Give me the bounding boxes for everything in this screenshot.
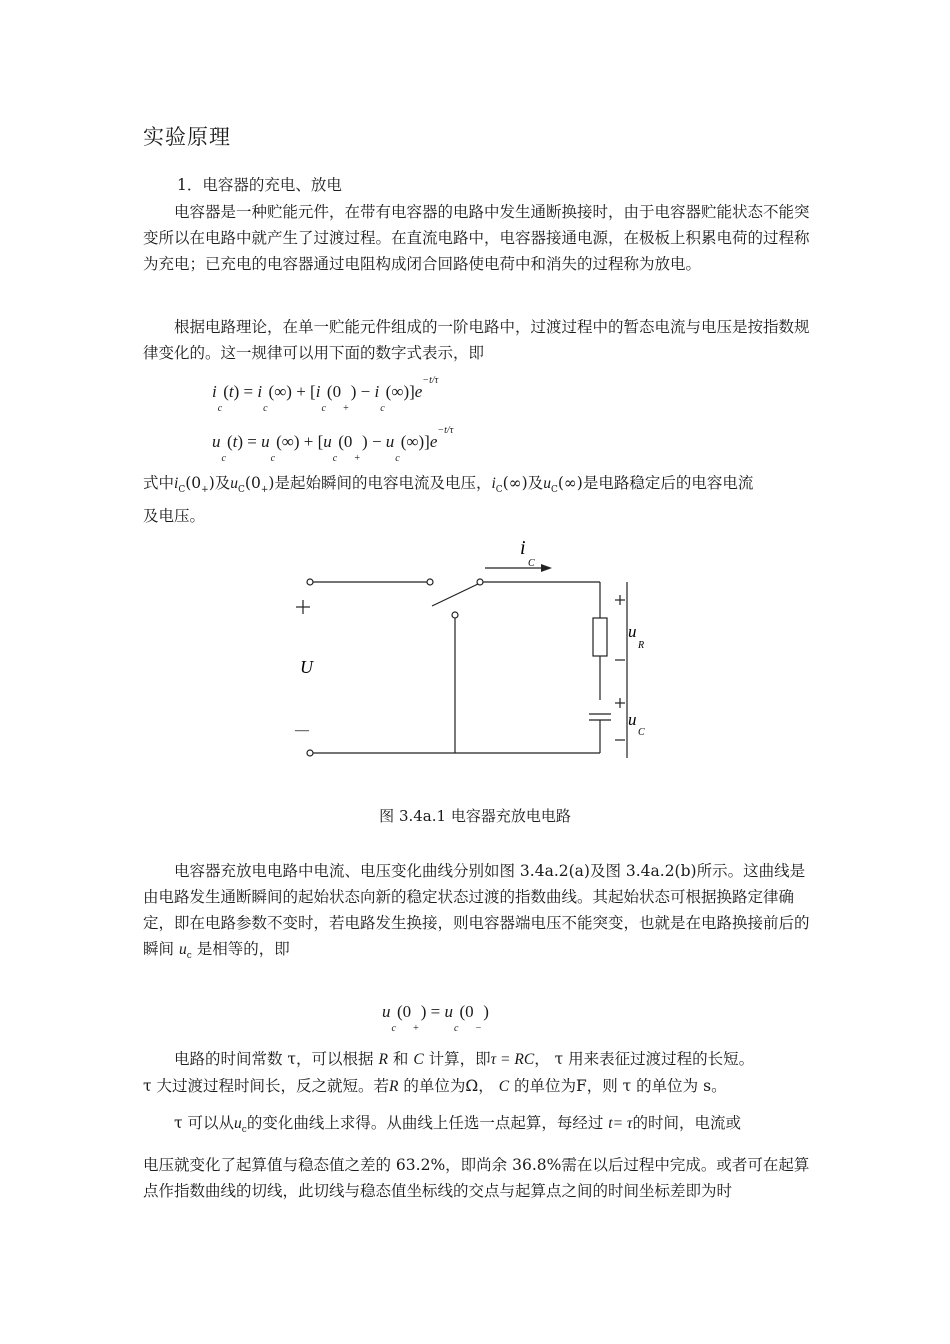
paragraph-3: 式中$i_C(0_+)$及$u_C(0_+)$是起始瞬间的电容电流及电压，$i_C(\infty)$及$u_C(\infty)$是电路稳定后的电容电流 及电压。: [143, 474, 754, 526]
section-title: 1．电容器的充电、放电: [177, 176, 342, 194]
equation-ic: $i_c(t) = i_c(\infty) + [i_c(0_+) - i_c(\infty)]e^{-t/\tau}$: [212, 375, 439, 414]
uR-label: u: [628, 622, 637, 641]
uC-label: u: [628, 710, 637, 729]
figure-caption: 图 3.4a.1 电容器充放电电路: [379, 807, 571, 825]
paragraph-2: 根据电路理论，在单一贮能元件组成的一阶电路中，过渡过程中的暂态电流与电压是按指数规律变化的。这一规律可以用下面的数字式表示，即: [143, 318, 810, 362]
source-U: U: [300, 657, 313, 677]
uC-sub: C: [638, 727, 645, 738]
paragraph-5: 电路的时间常数 τ，可以根据 R 和 C 计算，即τ = RC， τ 用来表征过渡过程的长短。 τ 大过渡过程时间长，反之就短。若R 的单位为Ω， C 的单位为F，则 τ 的单位为 s。: [143, 1050, 755, 1095]
circuit-diagram: [280, 530, 660, 770]
equation-continuity: $u_c(0_+) = u_c(0_-)$: [382, 1002, 489, 1034]
heading: 实验原理: [143, 125, 231, 149]
paragraph-7: 电压就变化了起算值与稳态值之差的 63.2%，即尚余 36.8%需在以后过程中完成。或者可在起算点作指数曲线的切线，此切线与稳态值坐标线的交点与起算点之间的时间坐标差即为时: [143, 1156, 810, 1200]
source-minus: —: [295, 723, 309, 738]
ic-sub: C: [528, 558, 535, 569]
equation-uc: $u_c(t) = u_c(\infty) + [u_c(0_+) - u_c(\infty)]e^{-t/\tau}$: [212, 425, 454, 464]
paragraph-6: τ 可以从$u_c$的变化曲线上求得。从曲线上任选一点起算，每经过 t= τ的时间，电流或: [174, 1114, 741, 1136]
paragraph-4: 电容器充放电电路中电流、电压变化曲线分别如图 3.4a.2(a)及图 3.4a.2(b)所示。这曲线是由电路发生通断瞬间的起始状态向新的稳定状态过渡的指数曲线。其起始状态可根据换路定律确定，即在电路参数不变时，若电路发生换接，则电容器端电压不能突变，也就是在电路换接前后的瞬间 $u_c$ 是相等的，即: [143, 862, 810, 962]
uR-sub: R: [638, 640, 645, 651]
paragraph-1: 电容器是一种贮能元件，在带有电容器的电路中发生通断换接时，由于电容器贮能状态不能突变所以在电路中就产生了过渡过程。在直流电路中，电容器接通电源，在极板上积累电荷的过程称为充电；已充电的电容器通过电阻构成闭合回路使电荷中和消失的过程称为放电。: [143, 203, 810, 273]
ic-label: i: [520, 537, 526, 559]
